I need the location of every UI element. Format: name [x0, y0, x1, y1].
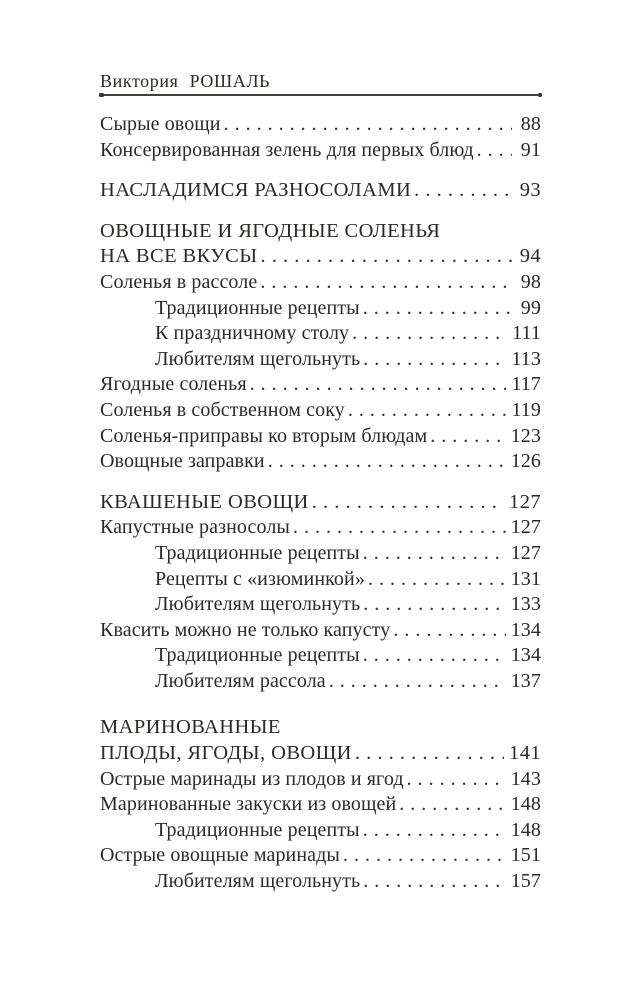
- dot-leader: [352, 321, 507, 347]
- toc-entry-label: НА ВСЕ ВКУСЫ: [100, 245, 258, 268]
- dot-leader: [407, 767, 506, 793]
- toc-row: [100, 244, 541, 270]
- toc-page-number: 99: [520, 296, 541, 319]
- toc-entry-label: Ягодные соленья: [100, 373, 247, 396]
- author-running-head: Виктория РОШАЛЬ: [100, 71, 271, 91]
- toc-page-number: 123: [510, 424, 541, 447]
- toc-entry-label: Рецепты с «изюминкой»: [155, 567, 365, 590]
- dot-leader: [363, 296, 512, 322]
- toc-page-number: 137: [510, 669, 541, 692]
- toc-page-number: 113: [511, 347, 541, 370]
- toc-page-number: 141: [509, 742, 541, 765]
- toc-row: [100, 818, 541, 844]
- dot-leader: [363, 869, 505, 895]
- dot-leader: [260, 270, 512, 296]
- toc-entry-label: Соленья в рассоле: [100, 270, 258, 293]
- toc-entry-label: Традиционные рецепты: [155, 818, 360, 841]
- table-of-contents: [100, 112, 541, 895]
- toc-page-number: 91: [520, 138, 541, 161]
- toc-page-number: 127: [510, 541, 541, 564]
- toc-row: [100, 424, 541, 450]
- toc-page-number: 93: [519, 179, 541, 202]
- toc-entry-label: Квасить можно не только капусту: [100, 618, 391, 641]
- toc-row: [100, 541, 541, 567]
- dot-leader: [343, 843, 506, 869]
- toc-row: [100, 567, 541, 593]
- toc-entry-label: К праздничному столу: [155, 322, 350, 345]
- toc-entry-label: КВАШЕНЫЕ ОВОЩИ: [100, 490, 309, 513]
- toc-page-number: 143: [510, 767, 541, 790]
- toc-entry-label: Традиционные рецепты: [155, 644, 360, 667]
- toc-row: [100, 618, 541, 644]
- dot-leader: [312, 490, 504, 516]
- toc-page-number: 94: [519, 245, 541, 268]
- dot-leader: [363, 592, 505, 618]
- dot-leader: [329, 669, 506, 695]
- toc-entry-label: Капустные разносолы: [100, 516, 290, 539]
- toc-page-number: 88: [520, 113, 541, 135]
- dot-leader: [250, 372, 507, 398]
- toc-row: [100, 869, 541, 895]
- toc-row: [100, 112, 541, 138]
- toc-entry-label: МАРИНОВАННЫЕ: [100, 716, 281, 739]
- toc-entry-label: Овощные заправки: [100, 450, 265, 473]
- dot-leader: [393, 618, 505, 644]
- dot-leader: [368, 567, 506, 593]
- toc-row: [100, 270, 541, 296]
- dot-leader: [363, 818, 506, 844]
- toc-entry-label: ПЛОДЫ, ЯГОДЫ, ОВОЩИ: [100, 742, 352, 765]
- dot-leader: [363, 347, 506, 373]
- toc-page-number: 119: [511, 398, 541, 421]
- toc-row: [100, 643, 541, 669]
- toc-row: [100, 843, 541, 869]
- toc-page-number: 111: [512, 322, 541, 345]
- toc-entry-label: Традиционные рецепты: [155, 541, 360, 564]
- toc-entry-label: НАСЛАДИМСЯ РАЗНОСОЛАМИ: [100, 179, 412, 202]
- toc-entry-label: Традиционные рецепты: [155, 296, 360, 319]
- dot-leader: [348, 398, 507, 424]
- toc-row: [100, 138, 541, 164]
- toc-row: [100, 219, 541, 245]
- toc-row: [100, 767, 541, 793]
- toc-row: [100, 178, 541, 204]
- toc-row: [100, 715, 541, 741]
- dot-leader: [355, 741, 504, 767]
- toc-row: [100, 669, 541, 695]
- toc-row: [100, 372, 541, 398]
- dot-leader: [477, 138, 512, 164]
- toc-page-number: 148: [510, 793, 541, 816]
- dot-leader: [414, 178, 512, 204]
- toc-row: [100, 515, 541, 541]
- dot-leader: [430, 424, 505, 450]
- toc-page-number: 151: [510, 844, 541, 867]
- toc-entry-label: Соленья в собственном соку: [100, 398, 345, 421]
- toc-page-number: 134: [510, 618, 541, 641]
- toc-page-number: 133: [510, 593, 541, 616]
- dot-leader: [363, 643, 506, 669]
- toc-page-number: 127: [509, 490, 541, 513]
- toc-entry-label: Любителям рассола: [155, 669, 326, 692]
- toc-page-number: 117: [511, 373, 541, 396]
- toc-row: [100, 741, 541, 767]
- toc-entry-label: Острые маринады из плодов и ягод: [100, 767, 404, 790]
- toc-row: [100, 296, 541, 322]
- toc-page-number: 148: [510, 818, 541, 841]
- toc-row: [100, 792, 541, 818]
- toc-row: [100, 347, 541, 373]
- dot-leader: [224, 112, 512, 138]
- dot-leader: [399, 792, 505, 818]
- dot-leader: [293, 515, 506, 541]
- toc-entry-label: Любителям щегольнуть: [155, 593, 361, 616]
- toc-entry-label: Консервированная зелень для первых блюд: [100, 138, 474, 161]
- toc-page-number: 127: [510, 516, 541, 539]
- toc-page-number: 157: [510, 870, 541, 893]
- dot-leader: [261, 244, 512, 270]
- toc-page-number: 134: [510, 644, 541, 667]
- toc-row: [100, 592, 541, 618]
- toc-entry-label: Сырые овощи: [100, 113, 221, 135]
- toc-entry-label: Острые овощные маринады: [100, 844, 340, 867]
- toc-page-number: 126: [510, 450, 541, 473]
- toc-page-number: 131: [510, 567, 541, 590]
- toc-entry-label: Любителям щегольнуть: [155, 347, 361, 370]
- toc-page-number: 98: [520, 270, 541, 293]
- header-rule: [100, 94, 541, 96]
- toc-entry-label: Маринованные закуски из овощей: [100, 793, 397, 816]
- dot-leader: [363, 541, 506, 567]
- toc-row: [100, 321, 541, 347]
- dot-leader: [268, 449, 506, 475]
- toc-entry-label: ОВОЩНЫЕ И ЯГОДНЫЕ СОЛЕНЬЯ: [100, 219, 441, 242]
- toc-row: [100, 449, 541, 475]
- toc-row: [100, 490, 541, 516]
- toc-row: [100, 398, 541, 424]
- toc-entry-label: Любителям щегольнуть: [155, 870, 361, 893]
- toc-entry-label: Соленья-приправы ко вторым блюдам: [100, 424, 428, 447]
